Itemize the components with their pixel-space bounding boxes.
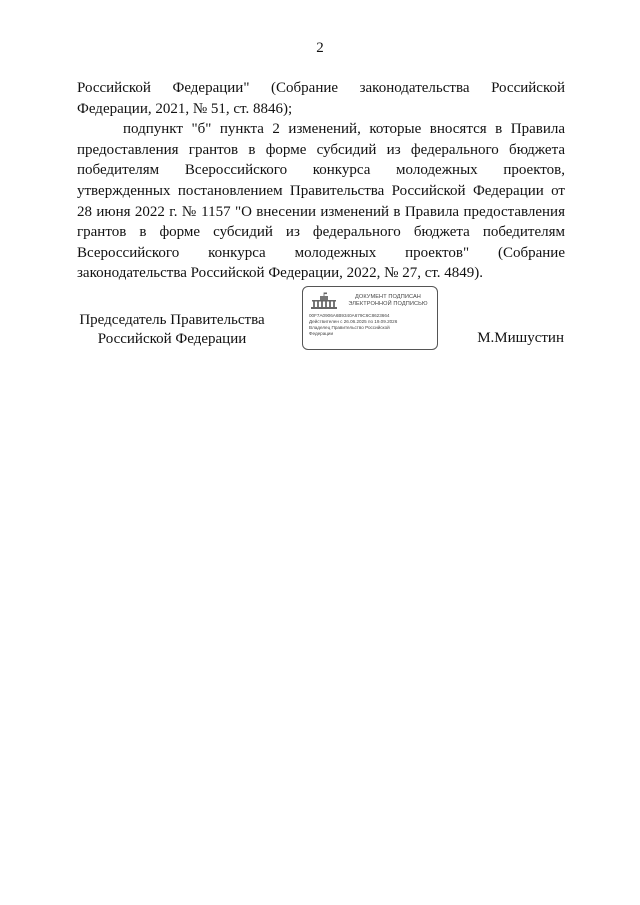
stamp-issuer: Владелец Правительство Российской (309, 325, 390, 330)
stamp-issuer: Федерации (309, 331, 334, 336)
stamp-details (309, 313, 435, 337)
signer-title-line: Российской Федерации (97, 331, 247, 347)
electronic-signature-stamp (302, 286, 438, 350)
document-body (77, 78, 565, 284)
stamp-heading (341, 294, 435, 308)
signer-name: М.Мишустин (477, 330, 564, 346)
stamp-certificate: 00F7A0906A6B9340A679C6C8623664 (309, 313, 390, 318)
stamp-heading-line: ДОКУМЕНТ ПОДПИСАН (355, 294, 421, 300)
signer-title-line: Председатель Правительства (79, 312, 265, 328)
signer-title (72, 311, 272, 349)
paragraph-subpoint: подпункт "б" пункта 2 изменений, которые вносятся в Правила предоставления грантов в форме субсидий из федерального бюджета победителям Всероссийского конкурса молодежных проектов, утвержденных постановлением Правительства Российской Федерации от 28 июня 2022 г. № 1157 "О внесении изменений в Правила предоставления грантов в форме субсидий из федерального бюджета победителям Всероссийского конкурса молодежных проектов" (Собрание законодательства Российской Федерации, 2022, № 27, ст. 4849). (77, 121, 565, 282)
stamp-validity: Действителен с 26.06.2025 по 19.09.2026 (309, 319, 398, 324)
stamp-heading-line: ЭЛЕКТРОННОЙ ПОДПИСЬЮ (348, 301, 428, 307)
page-number: 2 (316, 40, 324, 56)
paragraph-continuation: Российской Федерации" (Собрание законодательства Российской Федерации, 2021, № 51, ст. 8846); (77, 80, 565, 117)
government-building-icon (309, 292, 339, 310)
